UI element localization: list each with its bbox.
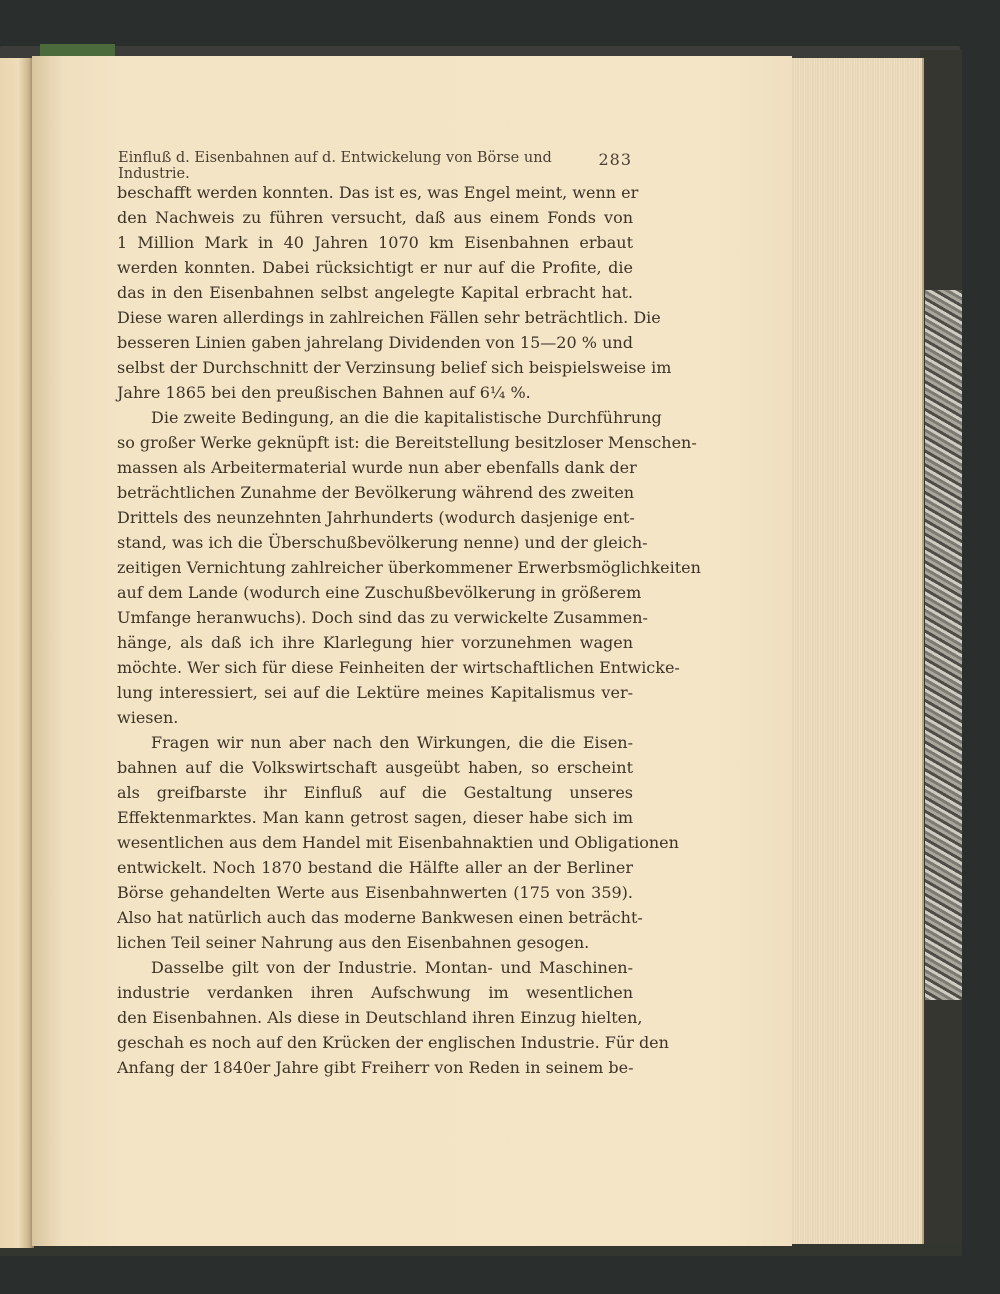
text-line: zeitigen Vernichtung zahlreicher überkommener Erwerbsmöglichkeiten [117,558,701,577]
text-line: wesentlichen aus dem Handel mit Eisenbahnaktien und Obligationen [117,833,679,852]
text-line: Jahre 1865 bei den preußischen Bahnen auf 6¼ %. [117,383,531,402]
page-edges [786,58,924,1244]
text-line: beschafft werden konnten. Das ist es, was Engel meint, wenn er [117,183,639,202]
bookmark-ribbon [40,44,115,56]
text-line: besseren Linien gaben jahrelang Dividenden von 15—20 % und [117,333,633,352]
text-line: hänge, als daß ich ihre Klarlegung hier vorzunehmen wagen [117,633,633,652]
text-line: Dasselbe gilt von der Industrie. Montan- und Maschinen- [151,958,633,977]
text-line: Also hat natürlich auch das moderne Bankwesen einen beträcht- [117,908,643,927]
text-line: Anfang der 1840er Jahre gibt Freiherr von Reden in seinem be- [117,1058,634,1077]
text-line: so großer Werke geknüpft ist: die Bereitstellung besitzloser Menschen- [117,433,697,452]
text-line: entwickelt. Noch 1870 bestand die Hälfte aller an der Berliner [117,858,633,877]
text-line: geschah es noch auf den Krücken der englischen Industrie. Für den [117,1033,669,1052]
text-line: den Eisenbahnen. Als diese in Deutschland ihren Einzug hielten, [117,1008,643,1027]
running-title: Einfluß d. Eisenbahnen auf d. Entwickelung von Börse und Industrie. [118,150,552,182]
text-line: stand, was ich die Überschußbevölkerung nenne) und der gleich- [117,533,648,552]
text-line: auf dem Lande (wodurch eine Zuschußbevölkerung in größerem [117,583,642,602]
text-line: wiesen. [117,708,179,727]
text-line: Fragen wir nun aber nach den Wirkungen, die die Eisen- [151,733,633,752]
text-line: werden konnten. Dabei rücksichtigt er nur auf die Profite, die [117,258,633,277]
text-line: beträchtlichen Zunahme der Bevölkerung während des zweiten [117,483,635,502]
text-line: Die zweite Bedingung, an die die kapitalistische Durchführung [151,408,662,427]
text-line: bahnen auf die Volkswirtschaft ausgeübt haben, so erscheint [117,758,633,777]
text-line: lichen Teil seiner Nahrung aus den Eisenbahnen gesogen. [117,933,590,952]
text-line: Drittels des neunzehnten Jahrhunderts (wodurch dasjenige ent- [117,508,635,527]
text-line: Börse gehandelten Werte aus Eisenbahnwerten (175 von 359). [117,883,633,902]
text-line: massen als Arbeitermaterial wurde nun aber ebenfalls dank der [117,458,637,477]
text-line: Diese waren allerdings in zahlreichen Fällen sehr beträchtlich. Die [117,308,661,327]
text-line: als greifbarste ihr Einfluß auf die Gestaltung unseres [117,783,633,802]
text-line: selbst der Durchschnitt der Verzinsung belief sich beispielsweise im [117,358,672,377]
text-line: Umfange heranwuchs). Doch sind das zu verwickelte Zusammen- [117,608,648,627]
text-line: Effektenmarktes. Man kann getrost sagen, dieser habe sich im [117,808,633,827]
running-header [118,150,632,182]
marbled-cover-strip [925,290,962,1000]
page-number: 283 [598,150,632,169]
text-line: 1 Million Mark in 40 Jahren 1070 km Eisenbahnen erbaut [117,233,633,252]
text-line: möchte. Wer sich für diese Feinheiten der wirtschaftlichen Entwicke- [117,658,680,677]
text-line: das in den Eisenbahnen selbst angelegte Kapital erbracht hat. [117,283,633,302]
left-page-edge [0,58,34,1248]
body-text [117,180,701,1080]
text-line: industrie verdanken ihren Aufschwung im wesentlichen [117,983,633,1002]
text-line: lung interessiert, sei auf die Lektüre meines Kapitalismus ver- [117,683,633,702]
text-line: den Nachweis zu führen versucht, daß aus einem Fonds von [117,208,633,227]
